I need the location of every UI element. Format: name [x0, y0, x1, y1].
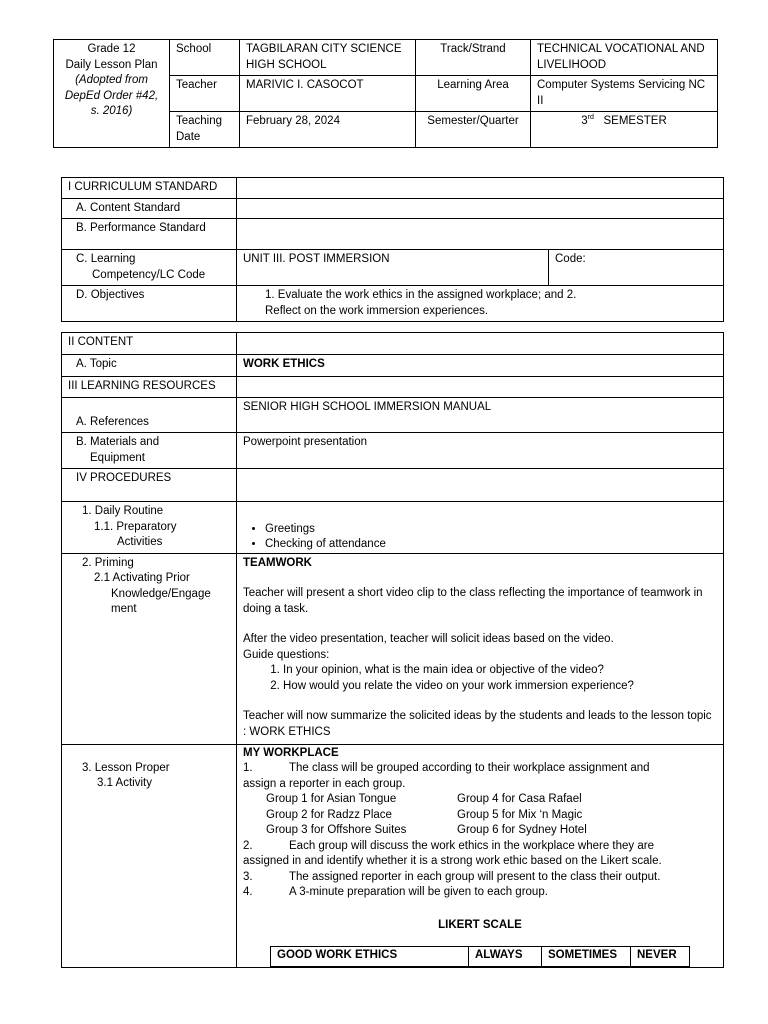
date-label: Teaching Date — [170, 112, 240, 148]
lesson-line-1: 3. Lesson Proper — [82, 761, 170, 774]
semester-number: 3 — [581, 115, 588, 127]
teacher-value: MARIVIC I. CASOCOT — [240, 76, 416, 112]
performance-standard-label: B. Performance Standard — [62, 219, 237, 250]
step-4-number: 4. — [243, 886, 253, 898]
materials-label — [62, 433, 237, 469]
curriculum-heading: I CURRICULUM STANDARD — [62, 178, 237, 199]
objective-line-1: 1. Evaluate the work ethics in the assigned workplace; and 2. — [265, 289, 577, 301]
semester-value — [531, 112, 718, 148]
objective-line-2: Reflect on the work immersion experiences. — [265, 304, 489, 317]
step-2-text: Each group will discuss the work ethics in the workplace where they are — [289, 839, 654, 852]
track-label: Track/Strand — [416, 40, 531, 76]
plan-order: DepEd Order #42, — [64, 89, 159, 102]
priming-paragraph-1: Teacher will present a short video clip to the class reflecting the importance of teamwork in doing a task. — [243, 587, 703, 615]
priming-label — [62, 553, 237, 744]
lesson-label — [62, 744, 237, 967]
priming-line-2: 2.1 Activating Prior — [94, 572, 190, 584]
performance-standard-value — [237, 219, 724, 250]
materials-label-line1: B. Materials and — [76, 436, 160, 448]
routine-value — [237, 502, 724, 554]
materials-label-line2: Equipment — [90, 451, 145, 464]
lesson-line-2: 3.1 Activity — [97, 777, 152, 789]
school-label: School — [170, 40, 240, 76]
guide-question-1: 1. In your opinion, what is the main idea or objective of the video? — [283, 663, 717, 679]
references-value: SENIOR HIGH SCHOOL IMMERSION MANUAL — [237, 398, 724, 433]
procedures-heading-blank — [237, 469, 724, 502]
guide-question-2: 2. How would you relate the video on your work immersion experience? — [283, 679, 717, 695]
resources-heading-blank — [237, 377, 724, 398]
procedures-heading: IV PROCEDURES — [62, 469, 237, 502]
content-heading: II CONTENT — [62, 333, 237, 355]
likert-header-never: NEVER — [631, 947, 690, 967]
plan-grade: Grade 12 — [87, 43, 136, 55]
step-3-number: 3. — [243, 870, 253, 883]
area-label: Learning Area — [416, 76, 531, 112]
teacher-label: Teacher — [170, 76, 240, 112]
priming-value — [237, 553, 724, 744]
plan-year: s. 2016) — [90, 105, 133, 117]
group-3: Group 3 for Offshore Suites — [266, 824, 407, 836]
content-table — [61, 332, 724, 968]
step-1 — [243, 761, 717, 777]
step-1-number: 1. — [243, 762, 253, 774]
group-row-3 — [243, 823, 717, 839]
competency-label — [62, 250, 237, 286]
step-3 — [243, 870, 717, 886]
competency-label-line2: Competency/LC Code — [92, 268, 206, 281]
curriculum-table — [61, 177, 724, 322]
competency-label-line1: C. Learning — [76, 253, 136, 265]
likert-table — [270, 946, 690, 967]
curriculum-heading-blank — [237, 178, 724, 199]
group-5: Group 5 for Mix ‘n Magic — [457, 808, 583, 821]
content-standard-label: A. Content Standard — [62, 198, 237, 219]
routine-list — [243, 522, 717, 553]
group-row-2 — [243, 808, 717, 824]
semester-word: SEMESTER — [603, 115, 667, 127]
track-value: TECHNICAL VOCATIONAL AND LIVELIHOOD — [531, 40, 718, 76]
likert-title: LIKERT SCALE — [438, 918, 522, 931]
likert-header-sometimes: SOMETIMES — [542, 947, 631, 967]
plan-name: Daily Lesson Plan — [65, 58, 158, 71]
group-row-1 — [243, 792, 717, 808]
date-value: February 28, 2024 — [240, 112, 416, 148]
group-1: Group 1 for Asian Tongue — [266, 793, 397, 805]
objectives-label: D. Objectives — [62, 286, 237, 322]
guide-questions-label: Guide questions: — [243, 648, 330, 661]
step-3-text: The assigned reporter in each group will present to the class their output. — [289, 870, 661, 883]
semester-label: Semester/Quarter — [416, 112, 531, 148]
group-6: Group 6 for Sydney Hotel — [457, 824, 587, 836]
routine-line-3: Activities — [117, 536, 163, 548]
step-2-cont: assigned in and identify whether it is a strong work ethic based on the Likert scale. — [243, 855, 662, 867]
plan-title-cell — [54, 40, 170, 148]
lesson-value — [237, 744, 724, 967]
header-table — [53, 39, 718, 148]
area-value: Computer Systems Servicing NC II — [531, 76, 718, 112]
priming-title: TEAMWORK — [243, 556, 312, 569]
priming-line-1: 2. Priming — [82, 556, 134, 569]
materials-value: Powerpoint presentation — [237, 433, 724, 469]
group-2: Group 2 for Radzz Place — [266, 808, 392, 821]
routine-bullet-attendance: • Checking of attendance — [265, 537, 717, 553]
topic-value: WORK ETHICS — [237, 355, 724, 377]
priming-line-3: Knowledge/Engage — [111, 587, 211, 600]
content-standard-value — [237, 198, 724, 219]
routine-bullet-greetings: • Greetings — [265, 522, 717, 538]
competency-value: UNIT III. POST IMMERSION — [237, 250, 549, 286]
step-4 — [243, 885, 717, 901]
content-heading-blank — [237, 333, 724, 355]
step-4-text: A 3-minute preparation will be given to each group. — [289, 886, 548, 898]
references-label: A. References — [62, 398, 237, 433]
lesson-title: MY WORKPLACE — [243, 746, 339, 759]
step-2-number: 2. — [243, 839, 253, 852]
step-1-cont: assign a reporter in each group. — [243, 777, 406, 790]
resources-heading: III LEARNING RESOURCES — [62, 377, 237, 398]
likert-header-ethics: GOOD WORK ETHICS — [271, 947, 469, 967]
routine-line-1: 1. Daily Routine — [82, 505, 164, 517]
group-4: Group 4 for Casa Rafael — [457, 793, 582, 805]
likert-header-always: ALWAYS — [469, 947, 542, 967]
code-label: Code: — [549, 250, 724, 286]
semester-suffix: rd — [587, 114, 594, 122]
plan-adopted: (Adopted from — [75, 74, 148, 86]
routine-line-2: 1.1. Preparatory — [94, 520, 177, 533]
objectives-value — [237, 286, 724, 322]
school-value: TAGBILARAN CITY SCIENCE HIGH SCHOOL — [240, 40, 416, 76]
priming-line-4: ment — [111, 603, 137, 615]
priming-paragraph-3: Teacher will now summarize the solicited ideas by the students and leads to the lesson topic : WORK ETHICS — [243, 710, 712, 738]
routine-label — [62, 502, 237, 554]
step-2 — [243, 839, 717, 855]
topic-label: A. Topic — [62, 355, 237, 377]
priming-paragraph-2: After the video presentation, teacher will solicit ideas based on the video. — [243, 633, 614, 645]
step-1-text: The class will be grouped according to their workplace assignment and — [289, 762, 650, 774]
guide-questions-list — [243, 663, 717, 694]
